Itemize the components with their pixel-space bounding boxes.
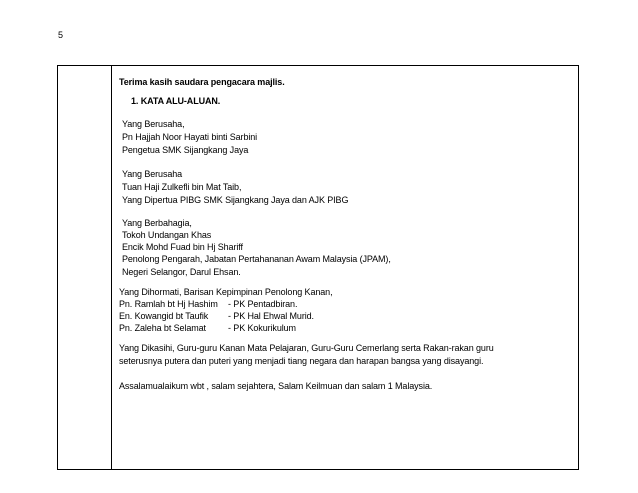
closing-text: Yang Dikasihi, Guru-guru Kanan Mata Pelajaran, Guru-Guru Cemerlang serta Rakan-rakan guru bbox=[119, 343, 494, 353]
penolong-name: Pn. Zaleha bt Selamat bbox=[119, 323, 206, 333]
penolong-name: En. Kowangid bt Taufik bbox=[119, 311, 209, 321]
intro-text: Terima kasih saudara pengacara majlis. bbox=[119, 77, 285, 87]
greeting-line: Negeri Selangor, Darul Ehsan. bbox=[122, 267, 241, 277]
column-divider bbox=[111, 65, 112, 470]
greeting-line: Pengetua SMK Sijangkang Jaya bbox=[122, 145, 249, 155]
salam-text: Assalamualaikum wbt , salam sejahtera, Salam Keilmuan dan salam 1 Malaysia. bbox=[119, 381, 433, 391]
greeting-line: Yang Berbahagia, bbox=[122, 218, 192, 228]
greeting-line: Yang Berusaha, bbox=[122, 119, 185, 129]
page-number: 5 bbox=[58, 30, 64, 40]
closing-text: seterusnya putera dan puteri yang menjadi tiang negara dan harapan bangsa yang disayangi. bbox=[119, 356, 484, 366]
greeting-line: Penolong Pengarah, Jabatan Pertahananan Awam Malaysia (JPAM), bbox=[122, 254, 391, 264]
section-heading: 1. KATA ALU-ALUAN. bbox=[131, 96, 221, 106]
greeting-line: Tokoh Undangan Khas bbox=[122, 230, 212, 240]
penolong-heading: Yang Dihormati, Barisan Kepimpinan Penolong Kanan, bbox=[119, 287, 333, 297]
penolong-role: - PK Kokurikulum bbox=[228, 323, 296, 333]
greeting-line: Tuan Haji Zulkefli bin Mat Taib, bbox=[122, 182, 242, 192]
penolong-role: - PK Pentadbiran. bbox=[228, 299, 298, 309]
greeting-line: Yang Berusaha bbox=[122, 169, 183, 179]
greeting-line: Pn Hajjah Noor Hayati binti Sarbini bbox=[122, 132, 258, 142]
greeting-line: Yang Dipertua PIBG SMK Sijangkang Jaya dan AJK PIBG bbox=[122, 195, 349, 205]
penolong-name: Pn. Ramlah bt Hj Hashim bbox=[119, 299, 218, 309]
greeting-line: Encik Mohd Fuad bin Hj Shariff bbox=[122, 242, 243, 252]
penolong-role: - PK Hal Ehwal Murid. bbox=[228, 311, 314, 321]
